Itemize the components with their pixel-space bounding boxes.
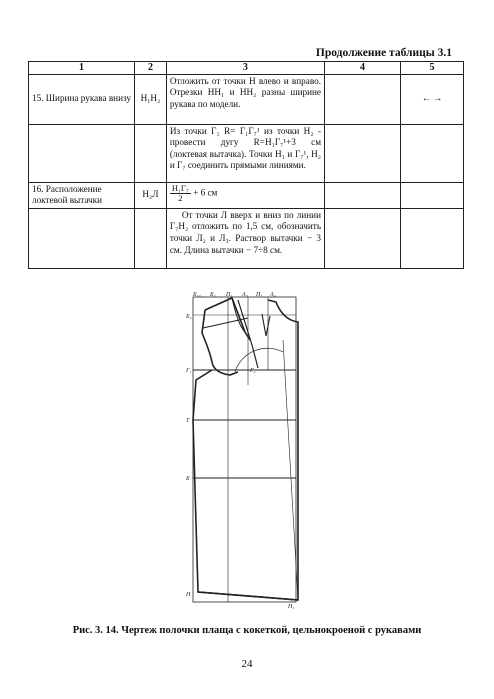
row16b-text: От точки Л вверх и вниз по линии Г₇Н₂ отложить по 1,5 см, обозначить точки Л₂ и Л₃. Раствор вытачки − 3 см. Длина вытачки − 7÷8 см. xyxy=(166,208,324,268)
row16-name: 16. Расположение локтевой вытачки xyxy=(29,182,135,208)
table-continuation-title: Продолжение таблицы 3.1 xyxy=(315,47,452,59)
point-label-mid-left: Б₂ xyxy=(186,314,192,320)
formula-rest: + 6 см xyxy=(193,187,218,198)
frame-rect xyxy=(193,297,296,602)
col-header-5: 5 xyxy=(401,62,464,75)
row15-symbol: Н₁Н₂ xyxy=(135,74,167,124)
point-label-top-p1: П₁ xyxy=(226,292,233,298)
point-label-top-p3: П₃ xyxy=(256,292,263,298)
row15-name: 15. Ширина рукава внизу xyxy=(29,74,135,124)
formula-numerator: Н₁Г₇ xyxy=(171,182,189,193)
point-label-top-a: Б₂ xyxy=(210,292,216,298)
sleeve-arc xyxy=(235,348,283,372)
point-label-b: Б xyxy=(186,476,190,482)
point-label-g1: Г₁ xyxy=(186,368,192,374)
row15-arrows: ← → xyxy=(401,74,464,124)
formula-denominator: 2 xyxy=(178,192,183,203)
row15-text: Отложить от точки Н влево и вправо. Отрезки НН₁ и НН₂ разны ширине рукава по модели. xyxy=(166,74,324,124)
col-header-3: 3 xyxy=(166,62,324,75)
dart xyxy=(262,314,270,336)
row16-symbol: Н₂Л xyxy=(135,182,167,208)
point-label-top-a1: А₃ xyxy=(242,292,248,298)
point-label-h: Н xyxy=(186,592,191,598)
row15b-text: Из точки Г₁ R= Г₁Г₇¹ из точки Н₂ - провести дугу R=Н₁Г₇¹+3 см (локтевая вытачка). Точки Н₁ и Г₇¹, Н₂ и Г₇ соединить прямыми линиями. xyxy=(166,124,324,182)
front-outline xyxy=(193,298,298,600)
col-header-4: 4 xyxy=(325,62,401,75)
point-label-top-left: Б₁₀ xyxy=(193,292,201,298)
point-label-h1: Н₁ xyxy=(288,604,295,610)
page-number: 24 xyxy=(241,658,253,670)
col-header-2: 2 xyxy=(135,62,167,75)
point-label-g4: Г₄ xyxy=(250,368,256,374)
point-label-top-a4: А₄ xyxy=(270,292,276,298)
hem-line xyxy=(198,592,298,600)
col-header-1: 1 xyxy=(29,62,135,75)
figure-caption: Рис. 3. 14. Чертеж полочки плаща с кокеткой, цельнокроеной с рукавами xyxy=(72,625,422,636)
point-label-t: Т xyxy=(186,418,190,424)
